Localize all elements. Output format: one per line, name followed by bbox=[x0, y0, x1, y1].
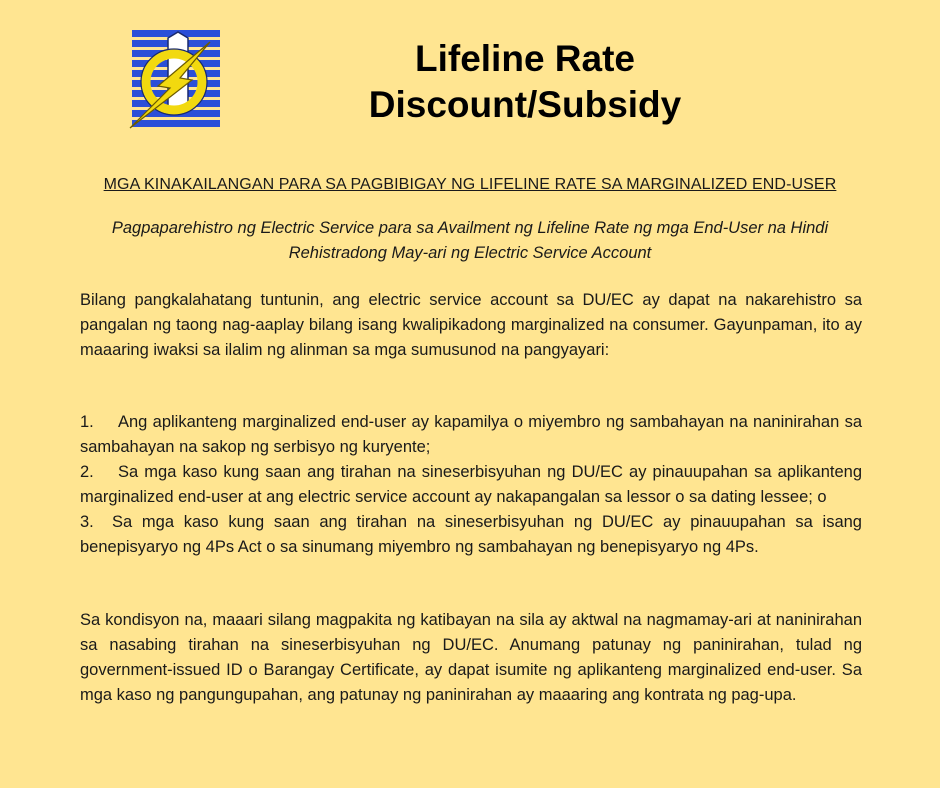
title-line-1: Lifeline Rate bbox=[415, 38, 635, 79]
paragraph-condition: Sa kondisyon na, maaari silang magpakita ng katibayan na sila ay aktwal na nagmamay-ari at naninirahan sa nasabing tirahan na sineserbisyuhan ng DU/EC. Anumang patunay ng paninirahan, tulad ng government-issued ID o Barangay Certificate, ay dapat isumite ng aplikanteng marginalized end-user. Sa mga kaso ng pangungupahan, ang patunay ng paninirahan ay maaaring ang kontrata ng pag-upa. bbox=[80, 611, 862, 704]
page-title bbox=[290, 36, 760, 128]
paragraph-intro: Bilang pangkalahatang tuntunin, ang electric service account sa DU/EC ay dapat na nakarehistro sa pangalan ng taong nag-aaplay bilang isang kwalipikadong marginalized na consumer. Gayunpaman, ito ay maaaring iwaksi sa ilalim ng alinman sa mga sumusunod na pangyayari: bbox=[80, 291, 862, 359]
section-subtitle: MGA KINAKAILANGAN PARA SA PAGBIBIGAY NG LIFELINE RATE SA MARGINALIZED END-USER bbox=[103, 176, 837, 193]
list-text: Sa mga kaso kung saan ang tirahan na sineserbisyuhan ng DU/EC ay pinauupahan sa isang benepisyaryo ng 4Ps Act o sa sinumang miyembro ng sambahayan ng benepisyaryo ng 4Ps. bbox=[80, 513, 862, 556]
list-number: 3. bbox=[80, 513, 94, 531]
list-item bbox=[80, 460, 862, 510]
italic-heading: Pagpaparehistro ng Electric Service para sa Availment ng Lifeline Rate ng mga End-User na Hindi Rehistradong May-ari ng Electric Service Account bbox=[111, 219, 829, 262]
list-number: 2. bbox=[80, 463, 94, 481]
list-text: Sa mga kaso kung saan ang tirahan na sineserbisyuhan ng DU/EC ay pinauupahan sa aplikanteng marginalized end-user at ang electric service account ay nakapangalan sa lessor o sa dating lessee; o bbox=[80, 463, 862, 506]
title-line-2: Discount/Subsidy bbox=[368, 84, 682, 125]
erc-lightning-logo-icon bbox=[128, 28, 224, 132]
list-item bbox=[80, 510, 862, 560]
list-item bbox=[80, 410, 862, 460]
numbered-list bbox=[80, 410, 862, 560]
list-text: Ang aplikanteng marginalized end-user ay kapamilya o miyembro ng sambahayan na naninirahan sa sambahayan na sakop ng serbisyo ng kuryente; bbox=[80, 413, 862, 456]
list-number: 1. bbox=[80, 413, 94, 431]
